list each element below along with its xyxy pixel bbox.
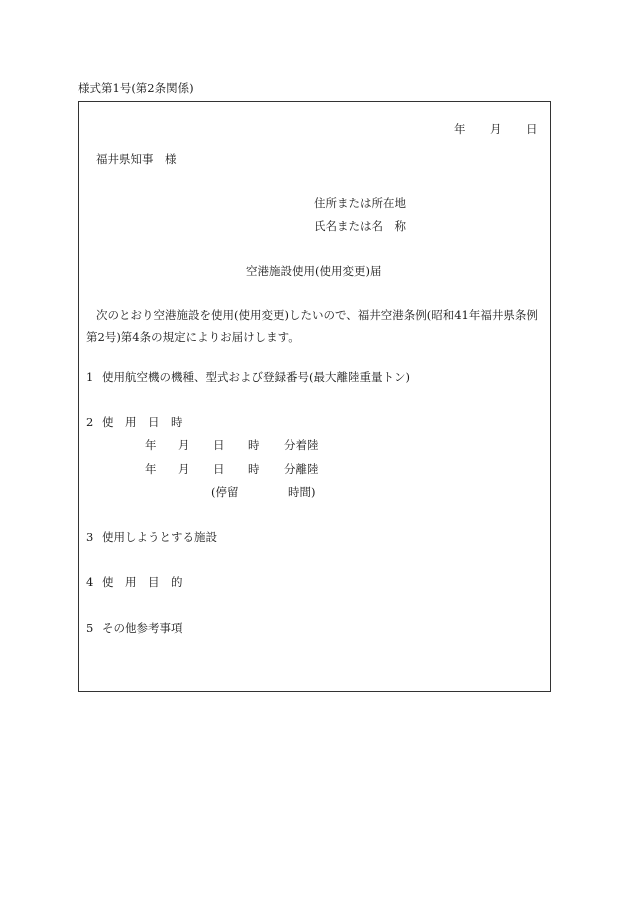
item-number: 3 bbox=[86, 530, 94, 544]
form-number: 様式第1号(第2条関係) bbox=[78, 81, 194, 95]
stay-open: (停留 bbox=[211, 485, 239, 499]
stay-close: 時間) bbox=[288, 485, 316, 499]
schedule-month: 月 bbox=[178, 438, 190, 452]
schedule-hour: 時 bbox=[248, 438, 260, 452]
applicant-name-label: 氏名または名 称 bbox=[314, 219, 406, 233]
schedule-year: 年 bbox=[145, 438, 157, 452]
applicant-address-label: 住所または所在地 bbox=[314, 196, 406, 210]
schedule-year: 年 bbox=[145, 462, 157, 476]
schedule-day: 日 bbox=[213, 462, 225, 476]
date-day: 日 bbox=[526, 122, 538, 136]
schedule-minute-landing: 分着陸 bbox=[284, 438, 319, 452]
schedule-hour: 時 bbox=[248, 462, 260, 476]
body-line-2: 第2号)第4条の規定によりお届けします。 bbox=[86, 330, 300, 344]
item-number: 1 bbox=[86, 370, 94, 384]
body-paragraph bbox=[86, 304, 554, 348]
item-label: その他参考事項 bbox=[102, 621, 183, 635]
form-frame bbox=[78, 101, 551, 692]
item-label: 使 用 日 時 bbox=[102, 415, 183, 429]
document-title: 空港施設使用(使用変更)届 bbox=[246, 264, 382, 278]
item-label: 使用しようとする施設 bbox=[102, 530, 217, 544]
date-month: 月 bbox=[490, 122, 502, 136]
schedule-day: 日 bbox=[213, 438, 225, 452]
item-label: 使 用 目 的 bbox=[102, 575, 183, 589]
item-number: 4 bbox=[86, 575, 94, 589]
addressee: 福井県知事 様 bbox=[96, 152, 177, 166]
item-number: 5 bbox=[86, 621, 94, 635]
item-number: 2 bbox=[86, 415, 94, 429]
item-label: 使用航空機の機種、型式および登録番号(最大離陸重量トン) bbox=[102, 370, 410, 384]
schedule-month: 月 bbox=[178, 462, 190, 476]
schedule-minute-takeoff: 分離陸 bbox=[284, 462, 319, 476]
body-line-1: 次のとおり空港施設を使用(使用変更)したいので、福井空港条例(昭和41年福井県条例 bbox=[96, 308, 538, 322]
date-year: 年 bbox=[454, 122, 466, 136]
